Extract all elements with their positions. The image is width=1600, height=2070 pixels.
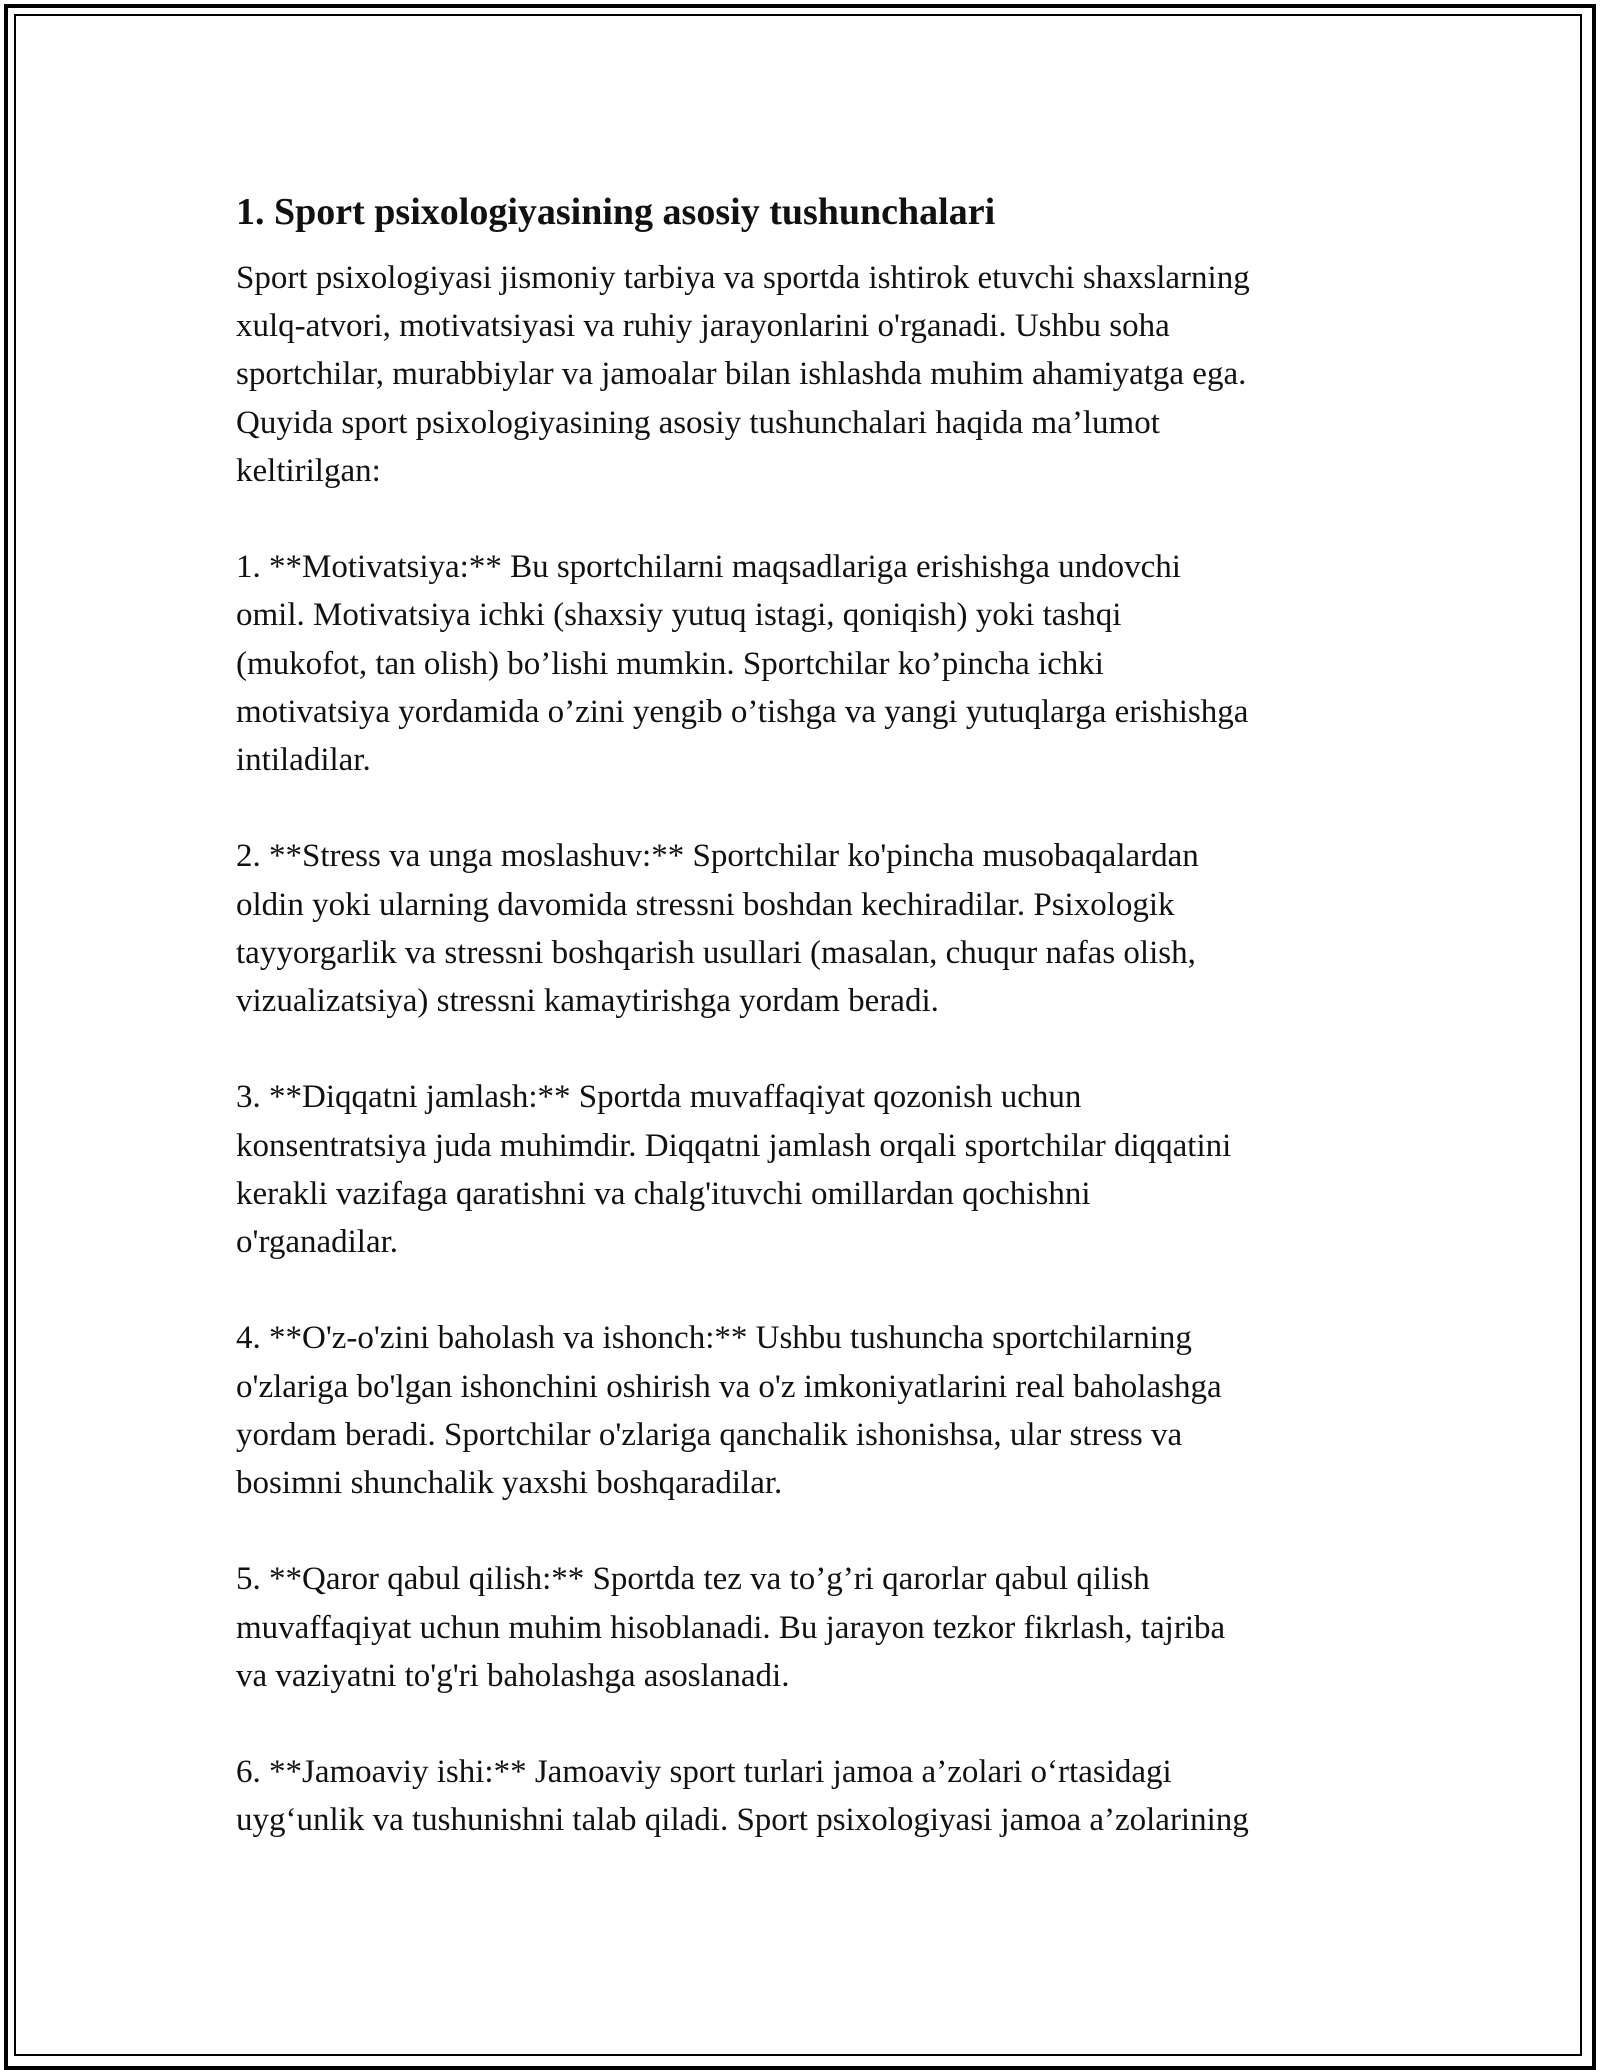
text-line: uyg‘unlik va tushunishni talab qiladi. Sport psixologiyasi jamoa a’zolarining xyxy=(236,1802,1249,1839)
text-line: 6. **Jamoaviy ishi:** Jamoaviy sport turlari jamoa a’zolari o‘rtasidagi xyxy=(236,1754,1172,1791)
list-item-focus xyxy=(236,1073,1386,1266)
text-line: keltirilgan: xyxy=(236,452,381,489)
text-line: o'zlariga bo'lgan ishonchini oshirish va o'z imkoniyatlarini real baholashga xyxy=(236,1368,1222,1405)
text-line: xulq-atvori, motivatsiyasi va ruhiy jarayonlarini o'rganadi. Ushbu soha xyxy=(236,308,1170,345)
text-line: kerakli vazifaga qaratishni va chalg'ituvchi omillardan qochishni xyxy=(236,1175,1091,1212)
list-item-stress xyxy=(236,832,1386,1025)
text-line: muvaffaqiyat uchun muhim hisoblanadi. Bu jarayon tezkor fikrlash, tajriba xyxy=(236,1609,1226,1646)
text-line: Sport psixologiyasi jismoniy tarbiya va sportda ishtirok etuvchi shaxslarning xyxy=(236,260,1250,296)
document-body xyxy=(236,186,1386,1893)
text-line: 3. **Diqqatni jamlash:** Sportda muvaffaqiyat qozonish uchun xyxy=(236,1079,1082,1116)
list-item-decision-making xyxy=(236,1555,1386,1700)
list-item-motivation xyxy=(236,543,1386,784)
text-line: (mukofot, tan olish) bo’lishi mumkin. Sportchilar ko’pincha ichki xyxy=(236,645,1104,682)
text-line: 4. **O'z-o'zini baholash va ishonch:** Ushbu tushuncha sportchilarning xyxy=(236,1320,1192,1357)
text-line: va vaziyatni to'g'ri baholashga asoslanadi. xyxy=(236,1657,790,1694)
text-line: 2. **Stress va unga moslashuv:** Sportchilar ko'pincha musobaqalardan xyxy=(236,838,1199,875)
section-heading: 1. Sport psixologiyasining asosiy tushunchalari xyxy=(236,191,996,233)
intro-paragraph xyxy=(236,254,1386,495)
text-line: yordam beradi. Sportchilar o'zlariga qanchalik ishonishsa, ular stress va xyxy=(236,1416,1183,1453)
text-line: 5. **Qaror qabul qilish:** Sportda tez va to’g’ri qarorlar qabul qilish xyxy=(236,1561,1150,1598)
text-line: 1. **Motivatsiya:** Bu sportchilarni maqsadlariga erishishga undovchi xyxy=(236,549,1181,586)
text-line: motivatsiya yordamida o’zini yengib o’tishga va yangi yutuqlarga erishishga xyxy=(236,693,1249,730)
list-item-teamwork xyxy=(236,1748,1386,1844)
text-line: sportchilar, murabbiylar va jamoalar bilan ishlashda muhim ahamiyatga ega. xyxy=(236,356,1247,393)
text-line: Quyida sport psixologiyasining asosiy tushunchalari haqida ma’lumot xyxy=(236,404,1160,441)
text-line: vizualizatsiya) stressni kamaytirishga yordam beradi. xyxy=(236,983,939,1020)
text-line: tayyorgarlik va stressni boshqarish usullari (masalan, chuqur nafas olish, xyxy=(236,934,1196,971)
list-item-self-assessment xyxy=(236,1314,1386,1507)
text-line: bosimni shunchalik yaxshi boshqaradilar. xyxy=(236,1465,783,1502)
text-line: intiladilar. xyxy=(236,742,371,779)
text-line: o'rganadilar. xyxy=(236,1224,399,1261)
text-line: konsentratsiya juda muhimdir. Diqqatni jamlash orqali sportchilar diqqatini xyxy=(236,1127,1232,1164)
text-line: oldin yoki ularning davomida stressni boshdan kechiradilar. Psixologik xyxy=(236,886,1175,923)
text-line: omil. Motivatsiya ichki (shaxsiy yutuq istagi, qoniqish) yoki tashqi xyxy=(236,597,1122,634)
